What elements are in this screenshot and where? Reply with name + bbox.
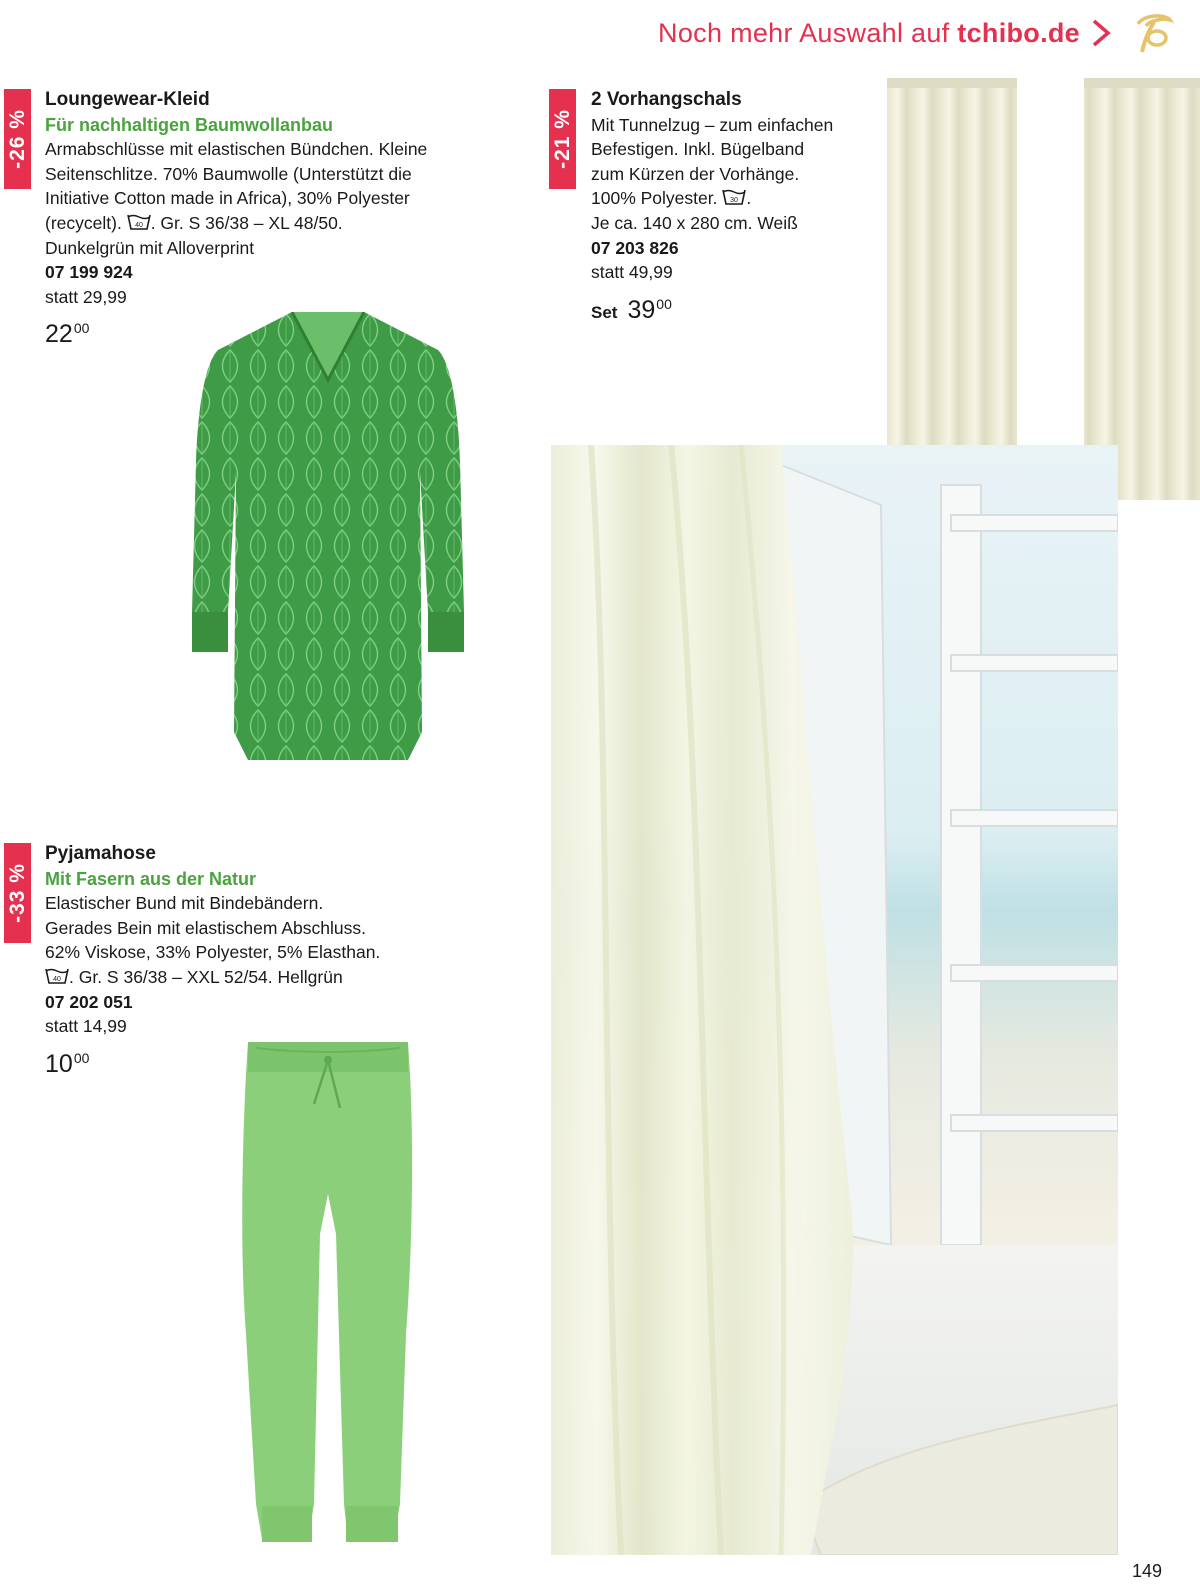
product-name: Loungewear-Kleid: [45, 89, 210, 110]
wash-icon: [722, 188, 746, 206]
product-desc-line: Initiative Cotton made in Africa), 30% Polyester: [45, 188, 410, 209]
product-desc-line: Elastischer Bund mit Bindebändern.: [45, 893, 324, 914]
price: Set $39^{00}$: [591, 295, 672, 324]
product-desc-line: zum Kürzen der Vorhänge.: [591, 163, 800, 184]
svg-text:30: 30: [730, 197, 739, 205]
product-desc-line: Befestigen. Inkl. Bügelband: [591, 139, 805, 160]
product-curtains: [591, 88, 871, 328]
article-number: 07 202 051: [45, 991, 133, 1012]
old-price: statt 14,99: [45, 1016, 127, 1037]
chevron-right-icon: [1090, 18, 1112, 48]
tchibo-logo-icon: [1130, 10, 1176, 56]
svg-text:40: 40: [53, 975, 61, 983]
product-desc-line: 100% Polyester. 30 .: [591, 188, 752, 209]
wash-icon: [127, 213, 151, 231]
old-price: statt 49,99: [591, 262, 673, 283]
product-desc-line: Mit Tunnelzug – zum einfachen: [591, 114, 834, 135]
pyjama-pants-image: [236, 1034, 420, 1556]
curtain-panels-image: [862, 74, 1200, 504]
product-name: Pyjamahose: [45, 843, 156, 864]
product-desc-line: Armabschlüsse mit elastischen Bündchen. Kleine: [45, 139, 428, 160]
svg-text:40: 40: [134, 221, 143, 229]
article-number: 07 199 924: [45, 262, 133, 283]
wash-icon: [45, 967, 69, 985]
product-desc-line: Seitenschlitze. 70% Baumwolle (Unterstützt die: [45, 163, 412, 184]
price: $10^{00}$: [45, 1049, 90, 1078]
discount-badge: -26 %: [4, 89, 31, 189]
discount-badge: -33 %: [4, 843, 31, 943]
page-number: 149: [1131, 1561, 1162, 1581]
product-desc-line: 40 . Gr. S 36/38 – XXL 52/54. Hellgrün: [45, 965, 515, 990]
product-desc-line: Dunkelgrün mit Alloverprint: [45, 237, 255, 258]
room-curtain-image: [551, 445, 1118, 1555]
header-link[interactable]: [658, 8, 1176, 58]
old-price: statt 29,99: [45, 286, 127, 307]
product-desc-line: (recycelt). 40 . Gr. S 36/38 – XL 48/50.: [45, 212, 343, 233]
product-desc-line: Je ca. 140 x 280 cm. Weiß: [591, 212, 798, 233]
price: $22^{00}$: [45, 320, 90, 349]
discount-badge: -21 %: [549, 89, 576, 189]
header-text: Noch mehr Auswahl auf tchibo.de: [658, 17, 1080, 48]
header-domain: tchibo.de: [957, 17, 1080, 48]
article-number: 07 203 826: [591, 237, 679, 258]
product-subtitle: Für nachhaltigen Baumwollanbau: [45, 114, 334, 135]
product-desc-line: Gerades Bein mit elastischem Abschluss.: [45, 917, 366, 938]
product-loungewear-dress: [45, 88, 505, 349]
dress-image: [188, 312, 468, 772]
product-desc-line: 62% Viskose, 33% Polyester, 5% Elasthan.: [45, 942, 381, 963]
product-subtitle: Mit Fasern aus der Natur: [45, 868, 257, 889]
product-name: 2 Vorhangschals: [591, 89, 742, 110]
